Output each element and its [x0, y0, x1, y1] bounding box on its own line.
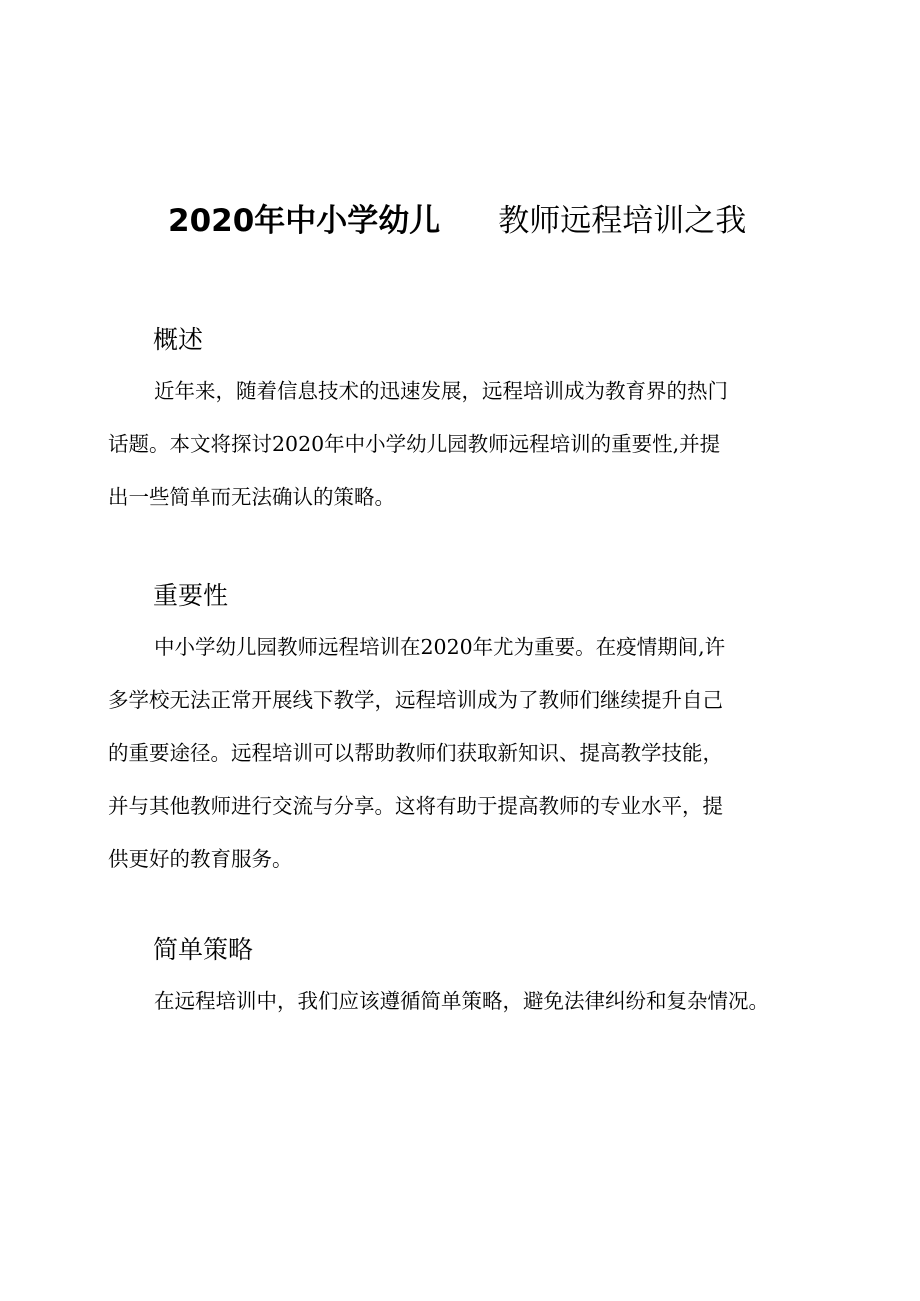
- document-title-part-b: 教师远程培训之我: [498, 202, 747, 239]
- paragraph-line: 在远程培训中，我们应该遵循简单策略，避免法律纠纷和复杂情况。: [154, 989, 769, 1013]
- document-title-part-a: 2020年中小学幼儿: [168, 202, 441, 239]
- paragraph-line: 并与其他教师进行交流与分享。这将有助于提高教师的专业水平，提: [108, 794, 723, 818]
- section-heading-importance: 重要性: [153, 581, 229, 610]
- paragraph-line: 近年来，随着信息技术的迅速发展，远程培训成为教育界的热门: [154, 379, 728, 403]
- section-heading-overview: 概述: [153, 325, 204, 354]
- document-title: [168, 197, 808, 245]
- paragraph-line: 供更好的教育服务。: [108, 847, 293, 871]
- section-paragraph-overview: [108, 365, 808, 524]
- paragraph-line: 多学校无法正常开展线下教学，远程培训成为了教师们继续提升自己: [108, 688, 723, 712]
- paragraph-line: 中小学幼儿园教师远程培训在2020年尤为重要。在疫情期间,许: [154, 635, 726, 659]
- paragraph-line: 的重要途径。远程培训可以帮助教师们获取新知识、提高教学技能，: [108, 741, 723, 765]
- section-paragraph-simple-strategy: [108, 975, 808, 1028]
- section-paragraph-importance: [108, 621, 808, 886]
- section-heading-simple-strategy: 简单策略: [153, 935, 254, 964]
- paragraph-line: 出一些简单而无法确认的策略。: [108, 485, 395, 509]
- paragraph-line: 话题。本文将探讨2020年中小学幼儿园教师远程培训的重要性,并提: [108, 432, 721, 456]
